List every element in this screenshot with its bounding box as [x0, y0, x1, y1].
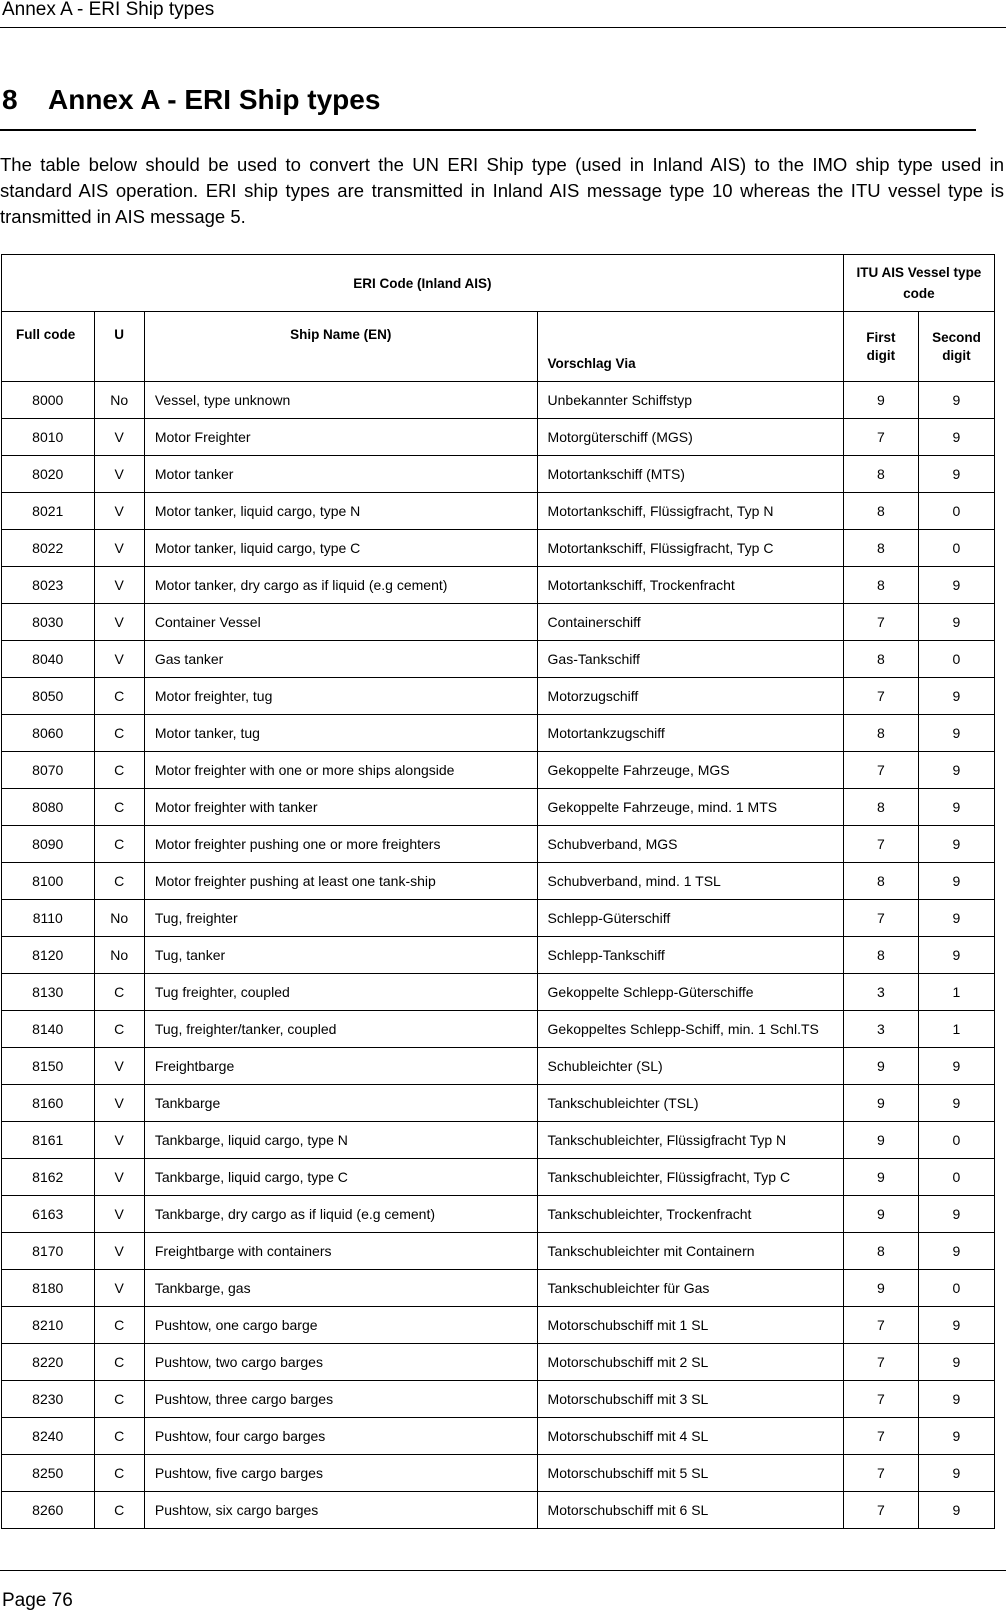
first-digit-cell: 7	[843, 419, 918, 456]
second-digit-cell: 9	[918, 604, 994, 641]
full-code-cell: 8161	[2, 1122, 95, 1159]
ship-name-cell: Pushtow, four cargo barges	[144, 1418, 537, 1455]
second-digit-cell: 0	[918, 1159, 994, 1196]
first-digit-cell: 9	[843, 1196, 918, 1233]
table-row	[2, 1381, 995, 1418]
first-digit-cell: 8	[843, 1233, 918, 1270]
vorschlag-cell: Motorschubschiff mit 3 SL	[537, 1381, 843, 1418]
ship-name-cell: Pushtow, five cargo barges	[144, 1455, 537, 1492]
u-cell: V	[94, 1122, 144, 1159]
u-cell: No	[94, 900, 144, 937]
second-digit-cell: 9	[918, 1455, 994, 1492]
table-row	[2, 715, 995, 752]
table-row	[2, 974, 995, 1011]
second-digit-cell: 0	[918, 530, 994, 567]
vorschlag-cell: Schlepp-Tankschiff	[537, 937, 843, 974]
ship-name-cell: Tug freighter, coupled	[144, 974, 537, 1011]
table-row	[2, 641, 995, 678]
table-row	[2, 1492, 995, 1529]
table-row	[2, 604, 995, 641]
second-digit-cell: 9	[918, 1307, 994, 1344]
ship-name-cell: Tug, freighter	[144, 900, 537, 937]
full-code-cell: 8180	[2, 1270, 95, 1307]
first-digit-cell: 9	[843, 1048, 918, 1085]
vorschlag-cell: Gekoppelte Schlepp-Güterschiffe	[537, 974, 843, 1011]
ship-name-cell: Vessel, type unknown	[144, 382, 537, 419]
second-digit-cell: 1	[918, 1011, 994, 1048]
second-digit-cell: 9	[918, 567, 994, 604]
table-row	[2, 1344, 995, 1381]
table-row	[2, 752, 995, 789]
u-cell: C	[94, 826, 144, 863]
first-digit-cell: 8	[843, 715, 918, 752]
table-row	[2, 1270, 995, 1307]
ship-name-cell: Motor tanker, tug	[144, 715, 537, 752]
vorschlag-header: Vorschlag Via	[537, 312, 843, 382]
first-digit-cell: 7	[843, 1381, 918, 1418]
second-digit-cell: 9	[918, 1381, 994, 1418]
second-digit-cell: 9	[918, 1418, 994, 1455]
ship-name-cell: Motor tanker, liquid cargo, type N	[144, 493, 537, 530]
table-row	[2, 678, 995, 715]
ship-name-cell: Motor tanker	[144, 456, 537, 493]
footer-rule	[0, 1570, 1006, 1571]
second-digit-cell: 9	[918, 456, 994, 493]
ship-name-cell: Pushtow, one cargo barge	[144, 1307, 537, 1344]
ship-name-cell: Motor freighter pushing one or more freighters	[144, 826, 537, 863]
u-cell: V	[94, 493, 144, 530]
table-row	[2, 382, 995, 419]
second-digit-cell: 9	[918, 1085, 994, 1122]
full-code-cell: 8030	[2, 604, 95, 641]
column-header-row	[2, 312, 995, 382]
ship-name-cell: Tug, tanker	[144, 937, 537, 974]
ship-name-cell: Tankbarge, dry cargo as if liquid (e.g cement)	[144, 1196, 537, 1233]
vorschlag-cell: Schubleichter (SL)	[537, 1048, 843, 1085]
table-row	[2, 1085, 995, 1122]
section-title: Annex A - ERI Ship types	[48, 84, 381, 115]
first-digit-cell: 7	[843, 1344, 918, 1381]
second-digit-cell: 9	[918, 900, 994, 937]
ship-name-cell: Container Vessel	[144, 604, 537, 641]
second-digit-cell: 0	[918, 1122, 994, 1159]
first-digit-cell: 7	[843, 900, 918, 937]
full-code-cell: 8210	[2, 1307, 95, 1344]
u-cell: C	[94, 789, 144, 826]
table-row	[2, 493, 995, 530]
u-cell: V	[94, 1233, 144, 1270]
first-digit-cell: 3	[843, 1011, 918, 1048]
first-digit-cell: 3	[843, 974, 918, 1011]
table-row	[2, 900, 995, 937]
running-header	[0, 0, 1006, 28]
u-cell: C	[94, 974, 144, 1011]
group-header-row	[2, 255, 995, 312]
vorschlag-cell: Tankschubleichter mit Containern	[537, 1233, 843, 1270]
vorschlag-cell: Motortankschiff, Flüssigfracht, Typ C	[537, 530, 843, 567]
u-cell: V	[94, 1048, 144, 1085]
second-digit-cell: 0	[918, 1270, 994, 1307]
vorschlag-cell: Motorzugschiff	[537, 678, 843, 715]
full-code-cell: 8110	[2, 900, 95, 937]
section-number: 8	[2, 84, 18, 115]
first-digit-cell: 9	[843, 382, 918, 419]
vorschlag-cell: Motorschubschiff mit 5 SL	[537, 1455, 843, 1492]
vorschlag-cell: Motortankschiff, Flüssigfracht, Typ N	[537, 493, 843, 530]
full-code-cell: 8040	[2, 641, 95, 678]
table-row	[2, 1011, 995, 1048]
table-row	[2, 1122, 995, 1159]
first-digit-cell: 9	[843, 1122, 918, 1159]
vorschlag-cell: Motorschubschiff mit 1 SL	[537, 1307, 843, 1344]
table-row	[2, 863, 995, 900]
ship-name-cell: Pushtow, three cargo barges	[144, 1381, 537, 1418]
u-cell: No	[94, 382, 144, 419]
table-row	[2, 1233, 995, 1270]
full-code-cell: 8020	[2, 456, 95, 493]
second-digit-cell: 9	[918, 1492, 994, 1529]
vorschlag-cell: Motortankschiff (MTS)	[537, 456, 843, 493]
u-cell: V	[94, 567, 144, 604]
vorschlag-cell: Schubverband, MGS	[537, 826, 843, 863]
u-cell: C	[94, 1492, 144, 1529]
full-code-cell: 8160	[2, 1085, 95, 1122]
u-cell: V	[94, 604, 144, 641]
full-code-cell: 8150	[2, 1048, 95, 1085]
first-digit-cell: 8	[843, 863, 918, 900]
full-code-cell: 8010	[2, 419, 95, 456]
intro-paragraph: The table below should be used to convert the UN ERI Ship type (used in Inland AIS) to the IMO ship type used in standard AIS operation. ERI ship types are transmitted in Inland AIS message type 10 whereas the ITU vessel type is transmitted in AIS message 5.	[0, 154, 1004, 227]
heading-rule	[0, 129, 976, 131]
u-cell: V	[94, 530, 144, 567]
first-digit-cell: 7	[843, 752, 918, 789]
full-code-cell: 8162	[2, 1159, 95, 1196]
ship-name-cell: Freightbarge with containers	[144, 1233, 537, 1270]
table-row	[2, 1196, 995, 1233]
u-cell: V	[94, 641, 144, 678]
first-digit-cell: 9	[843, 1270, 918, 1307]
table-row	[2, 826, 995, 863]
first-digit-header: First digit	[843, 312, 918, 382]
second-digit-cell: 9	[918, 826, 994, 863]
vorschlag-cell: Tankschubleichter, Flüssigfracht, Typ C	[537, 1159, 843, 1196]
vorschlag-cell: Containerschiff	[537, 604, 843, 641]
u-cell: C	[94, 1381, 144, 1418]
first-digit-cell: 9	[843, 1085, 918, 1122]
full-code-cell: 8090	[2, 826, 95, 863]
ship-name-cell: Pushtow, six cargo barges	[144, 1492, 537, 1529]
second-digit-cell: 9	[918, 863, 994, 900]
ship-name-cell: Tankbarge	[144, 1085, 537, 1122]
full-code-cell: 8130	[2, 974, 95, 1011]
table-row	[2, 1455, 995, 1492]
vorschlag-cell: Motorgüterschiff (MGS)	[537, 419, 843, 456]
second-digit-cell: 9	[918, 752, 994, 789]
itu-vessel-type-group-header: ITU AIS Vessel type code	[843, 255, 994, 312]
ship-name-cell: Motor freighter with tanker	[144, 789, 537, 826]
first-digit-cell: 8	[843, 493, 918, 530]
vorschlag-cell: Motorschubschiff mit 6 SL	[537, 1492, 843, 1529]
full-code-header: Full code	[2, 312, 95, 382]
u-cell: V	[94, 419, 144, 456]
second-digit-cell: 9	[918, 1233, 994, 1270]
ship-name-cell: Tug, freighter/tanker, coupled	[144, 1011, 537, 1048]
vorschlag-cell: Motorschubschiff mit 2 SL	[537, 1344, 843, 1381]
first-digit-cell: 7	[843, 1492, 918, 1529]
ship-name-cell: Motor tanker, liquid cargo, type C	[144, 530, 537, 567]
running-header-title: Annex A - ERI Ship types	[2, 0, 215, 20]
vorschlag-cell: Tankschubleichter, Flüssigfracht Typ N	[537, 1122, 843, 1159]
second-digit-cell: 9	[918, 1344, 994, 1381]
first-digit-cell: 8	[843, 789, 918, 826]
vorschlag-cell: Motortankzugschiff	[537, 715, 843, 752]
first-digit-cell: 8	[843, 456, 918, 493]
table-row	[2, 1418, 995, 1455]
vorschlag-cell: Motorschubschiff mit 4 SL	[537, 1418, 843, 1455]
ship-name-cell: Tankbarge, liquid cargo, type N	[144, 1122, 537, 1159]
table-row	[2, 567, 995, 604]
first-digit-cell: 7	[843, 678, 918, 715]
second-digit-cell: 9	[918, 678, 994, 715]
table-row	[2, 789, 995, 826]
full-code-cell: 8120	[2, 937, 95, 974]
vorschlag-cell: Tankschubleichter, Trockenfracht	[537, 1196, 843, 1233]
ship-name-cell: Motor freighter pushing at least one tank-ship	[144, 863, 537, 900]
ship-name-header: Ship Name (EN)	[144, 312, 537, 382]
full-code-cell: 8100	[2, 863, 95, 900]
vorschlag-cell: Gekoppeltes Schlepp-Schiff, min. 1 Schl.TS	[537, 1011, 843, 1048]
first-digit-cell: 9	[843, 1159, 918, 1196]
second-digit-cell: 9	[918, 789, 994, 826]
full-code-cell: 8080	[2, 789, 95, 826]
ship-name-cell: Motor tanker, dry cargo as if liquid (e.g cement)	[144, 567, 537, 604]
full-code-cell: 8230	[2, 1381, 95, 1418]
first-digit-cell: 7	[843, 826, 918, 863]
second-digit-cell: 0	[918, 493, 994, 530]
u-cell: V	[94, 1270, 144, 1307]
vorschlag-cell: Tankschubleichter für Gas	[537, 1270, 843, 1307]
u-cell: C	[94, 1011, 144, 1048]
second-digit-header: Second digit	[918, 312, 994, 382]
vorschlag-cell: Schlepp-Güterschiff	[537, 900, 843, 937]
vorschlag-cell: Gekoppelte Fahrzeuge, mind. 1 MTS	[537, 789, 843, 826]
table-row	[2, 1159, 995, 1196]
ship-name-cell: Motor Freighter	[144, 419, 537, 456]
u-cell: V	[94, 1196, 144, 1233]
second-digit-cell: 9	[918, 1048, 994, 1085]
first-digit-cell: 8	[843, 937, 918, 974]
full-code-cell: 8240	[2, 1418, 95, 1455]
ship-name-cell: Motor freighter, tug	[144, 678, 537, 715]
second-digit-cell: 1	[918, 974, 994, 1011]
u-cell: C	[94, 678, 144, 715]
full-code-cell: 8060	[2, 715, 95, 752]
full-code-cell: 8220	[2, 1344, 95, 1381]
table-body	[2, 382, 995, 1529]
vorschlag-cell: Unbekannter Schiffstyp	[537, 382, 843, 419]
full-code-cell: 8050	[2, 678, 95, 715]
u-cell: C	[94, 1418, 144, 1455]
second-digit-cell: 0	[918, 641, 994, 678]
vorschlag-cell: Motortankschiff, Trockenfracht	[537, 567, 843, 604]
u-cell: C	[94, 1455, 144, 1492]
second-digit-cell: 9	[918, 382, 994, 419]
second-digit-cell: 9	[918, 715, 994, 752]
full-code-cell: 8070	[2, 752, 95, 789]
u-cell: C	[94, 1344, 144, 1381]
vorschlag-cell: Schubverband, mind. 1 TSL	[537, 863, 843, 900]
ship-name-cell: Pushtow, two cargo barges	[144, 1344, 537, 1381]
eri-code-group-header: ERI Code (Inland AIS)	[2, 255, 844, 312]
ship-name-cell: Gas tanker	[144, 641, 537, 678]
vorschlag-cell: Tankschubleichter (TSL)	[537, 1085, 843, 1122]
first-digit-cell: 7	[843, 1418, 918, 1455]
page-number: Page 76	[2, 1590, 73, 1611]
table-row	[2, 530, 995, 567]
eri-ship-types-table	[1, 254, 995, 1529]
first-digit-cell: 8	[843, 530, 918, 567]
ship-name-cell: Tankbarge, liquid cargo, type C	[144, 1159, 537, 1196]
full-code-cell: 8023	[2, 567, 95, 604]
first-digit-cell: 8	[843, 641, 918, 678]
vorschlag-cell: Gekoppelte Fahrzeuge, MGS	[537, 752, 843, 789]
table-row	[2, 937, 995, 974]
full-code-cell: 6163	[2, 1196, 95, 1233]
u-cell: V	[94, 1159, 144, 1196]
ship-name-cell: Tankbarge, gas	[144, 1270, 537, 1307]
first-digit-cell: 7	[843, 1307, 918, 1344]
full-code-cell: 8170	[2, 1233, 95, 1270]
full-code-cell: 8000	[2, 382, 95, 419]
second-digit-cell: 9	[918, 1196, 994, 1233]
u-cell: C	[94, 715, 144, 752]
full-code-cell: 8250	[2, 1455, 95, 1492]
full-code-cell: 8021	[2, 493, 95, 530]
first-digit-cell: 8	[843, 567, 918, 604]
table-row	[2, 456, 995, 493]
table-row	[2, 419, 995, 456]
second-digit-cell: 9	[918, 937, 994, 974]
first-digit-cell: 7	[843, 1455, 918, 1492]
u-cell: V	[94, 1085, 144, 1122]
u-cell: C	[94, 863, 144, 900]
vorschlag-cell: Gas-Tankschiff	[537, 641, 843, 678]
u-cell: C	[94, 1307, 144, 1344]
full-code-cell: 8022	[2, 530, 95, 567]
u-cell: V	[94, 456, 144, 493]
table-row	[2, 1048, 995, 1085]
u-cell: C	[94, 752, 144, 789]
ship-name-cell: Motor freighter with one or more ships alongside	[144, 752, 537, 789]
section-heading	[2, 84, 976, 116]
second-digit-cell: 9	[918, 419, 994, 456]
u-header: U	[94, 312, 144, 382]
full-code-cell: 8260	[2, 1492, 95, 1529]
first-digit-cell: 7	[843, 604, 918, 641]
u-cell: No	[94, 937, 144, 974]
full-code-cell: 8140	[2, 1011, 95, 1048]
table-row	[2, 1307, 995, 1344]
ship-name-cell: Freightbarge	[144, 1048, 537, 1085]
